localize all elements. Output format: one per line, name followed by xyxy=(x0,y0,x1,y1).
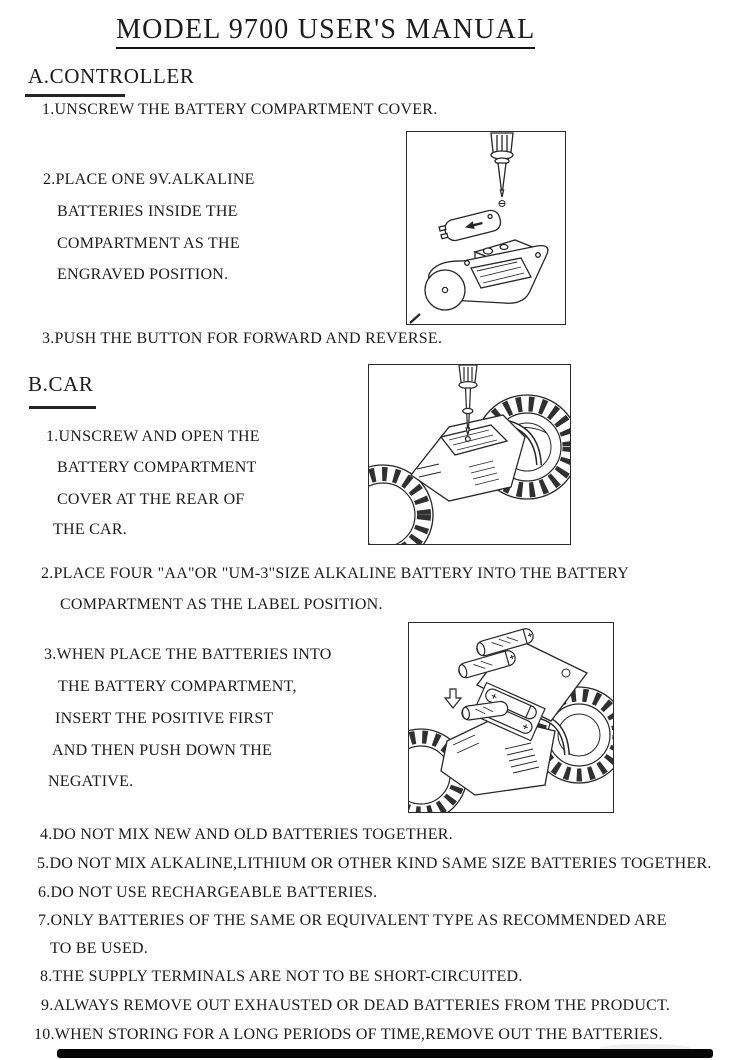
down-arrow-icon xyxy=(445,689,461,708)
warning-item-6: 6.DO NOT USE RECHARGEABLE BATTERIES. xyxy=(38,884,378,901)
warning-item-4: 4.DO NOT MIX NEW AND OLD BATTERIES TOGETHER. xyxy=(40,826,453,843)
car-body-icon xyxy=(441,717,555,795)
b-item-3-line-3: INSERT THE POSITIVE FIRST xyxy=(55,710,274,727)
figure-car-batteries xyxy=(408,622,614,813)
warning-item-7-line-2: TO BE USED. xyxy=(50,940,149,957)
figure-controller xyxy=(406,131,566,325)
warning-item-8: 8.THE SUPPLY TERMINALS ARE NOT TO BE SHORT-CIRCUITED. xyxy=(40,968,523,985)
figure-car-rear xyxy=(368,364,571,545)
b-item-3-line-1: 3.WHEN PLACE THE BATTERIES INTO xyxy=(44,646,332,663)
b-item-1-line-1: 1.UNSCREW AND OPEN THE xyxy=(46,428,260,445)
page-title: MODEL 9700 USER'S MANUAL xyxy=(116,14,535,49)
a-item-1: 1.UNSCREW THE BATTERY COMPARTMENT COVER. xyxy=(42,101,438,118)
b-item-1-line-4: THE CAR. xyxy=(53,521,127,538)
warning-item-7-line-1: 7.ONLY BATTERIES OF THE SAME OR EQUIVALENT TYPE AS RECOMMENDED ARE xyxy=(38,912,667,929)
b-item-3-line-2: THE BATTERY COMPARTMENT, xyxy=(58,678,297,695)
controller-body-icon xyxy=(410,246,548,323)
controller-figure-art xyxy=(407,132,565,324)
b-item-3-line-5: NEGATIVE. xyxy=(48,773,134,790)
b-item-1-line-2: BATTERY COMPARTMENT xyxy=(57,459,257,476)
battery-cover-icon xyxy=(438,208,502,243)
section-b-heading: B.CAR xyxy=(28,372,94,396)
screwdriver-icon xyxy=(491,133,513,197)
a-item-2-line-4: ENGRAVED POSITION. xyxy=(57,266,229,283)
a-item-2-line-1: 2.PLACE ONE 9V.ALKALINE xyxy=(43,171,255,188)
b-item-2-line-1: 2.PLACE FOUR "AA"OR "UM-3"SIZE ALKALINE BATTERY INTO THE BATTERY xyxy=(41,565,630,582)
screw-icon xyxy=(499,201,505,207)
b-item-1-line-3: COVER AT THE REAR OF xyxy=(57,491,245,508)
scan-artifact-bar xyxy=(57,1049,713,1058)
warning-item-9: 9.ALWAYS REMOVE OUT EXHAUSTED OR DEAD BATTERIES FROM THE PRODUCT. xyxy=(41,997,671,1014)
section-a-underline xyxy=(25,94,125,97)
car-batteries-figure-art xyxy=(409,623,613,812)
car-rear-figure-art xyxy=(369,365,570,544)
section-a-heading: A.CONTROLLER xyxy=(28,64,195,88)
a-item-2-line-2: BATTERIES INSIDE THE xyxy=(57,203,238,220)
a-item-3: 3.PUSH THE BUTTON FOR FORWARD AND REVERSE. xyxy=(42,330,443,347)
section-b-underline xyxy=(29,406,96,409)
a-item-2-line-3: COMPARTMENT AS THE xyxy=(57,235,240,252)
warning-item-5: 5.DO NOT MIX ALKALINE,LITHIUM OR OTHER KIND SAME SIZE BATTERIES TOGETHER. xyxy=(37,855,712,872)
b-item-2-line-2: COMPARTMENT AS THE LABEL POSITION. xyxy=(60,596,383,613)
warning-item-10: 10.WHEN STORING FOR A LONG PERIODS OF TIME,REMOVE OUT THE BATTERIES. xyxy=(34,1026,663,1043)
b-item-3-line-4: AND THEN PUSH DOWN THE xyxy=(52,742,273,759)
